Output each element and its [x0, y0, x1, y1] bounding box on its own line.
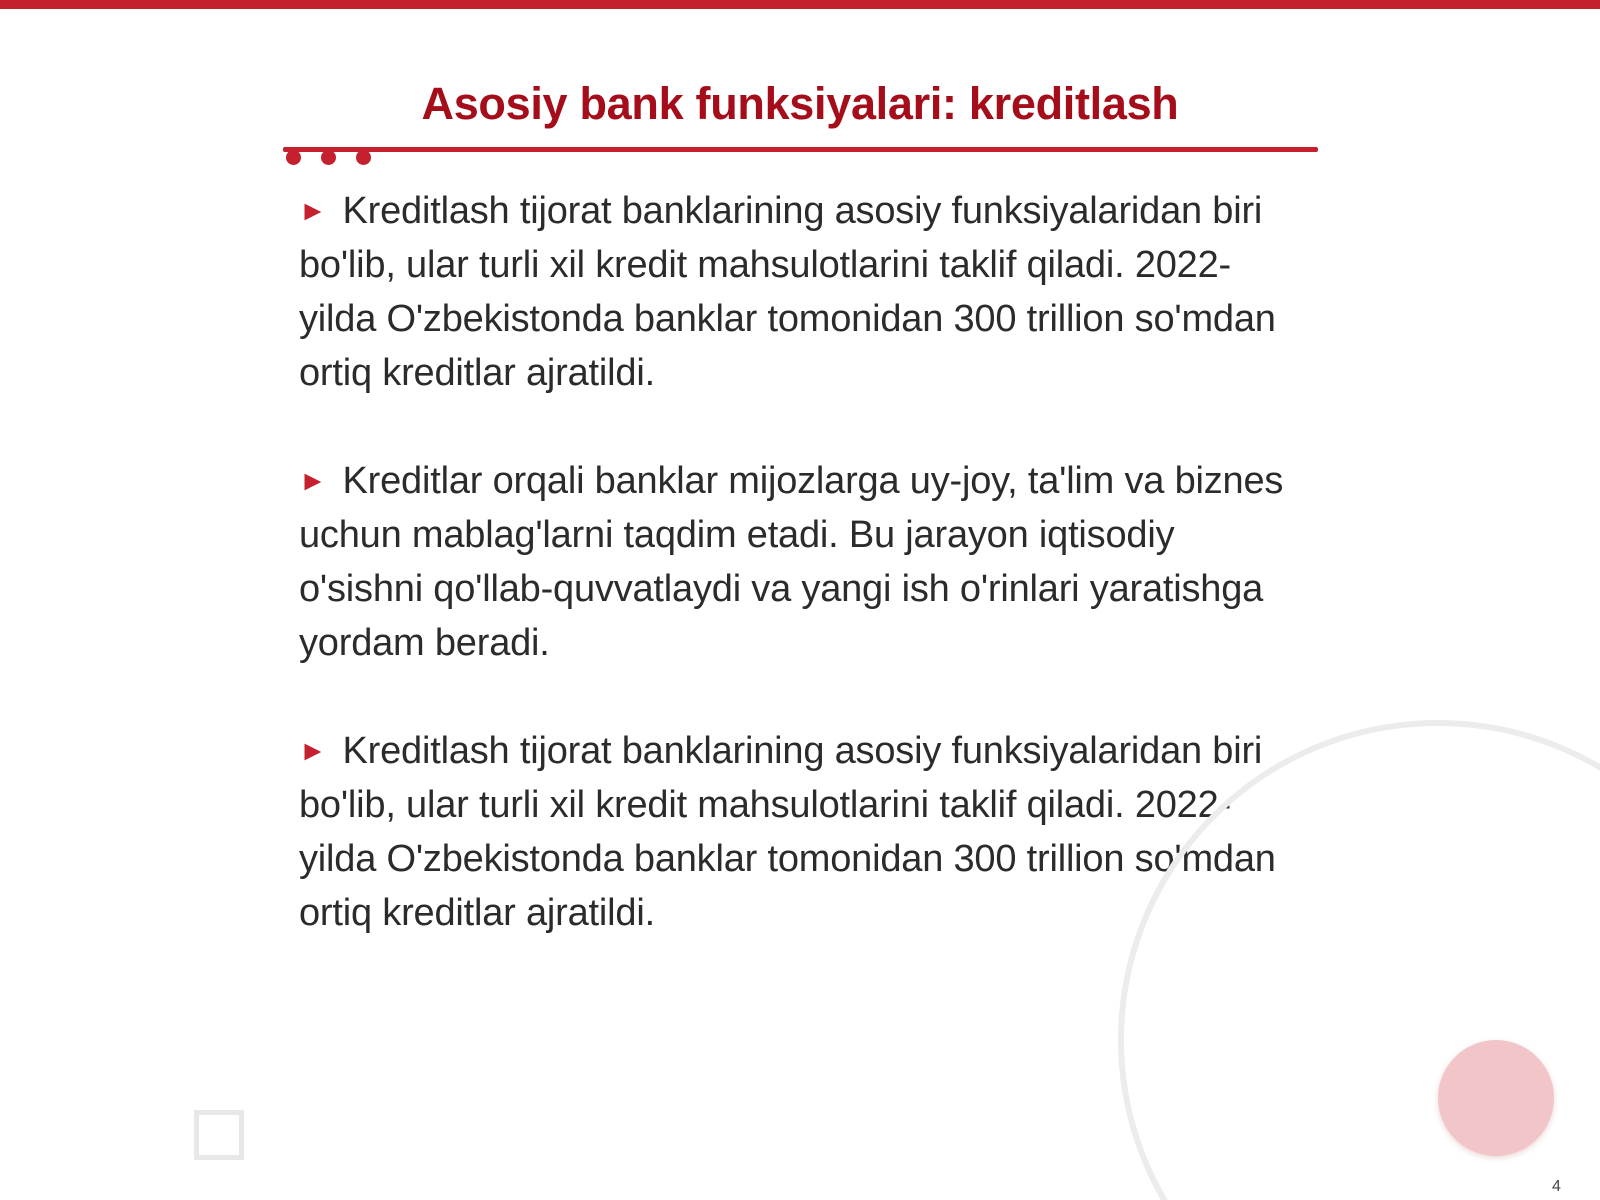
title-underline: [283, 147, 1318, 152]
decorative-dot: [356, 150, 371, 165]
decorative-square: [194, 1110, 244, 1160]
bullet-item: [299, 454, 1299, 670]
triangle-bullet-icon: ►: [299, 735, 327, 766]
bullet-text: Kreditlash tijorat banklarining asosiy funksiyalaridan biri bo'lib, ular turli xil kredit mahsulotlarini taklif qiladi. 2022-yilda O'zbekistonda banklar tomonidan 300 trillion so'mdan ortiq kreditlar ajratildi.: [299, 730, 1276, 934]
triangle-bullet-icon: ►: [299, 195, 327, 226]
page-number: 4: [1552, 1178, 1561, 1195]
bullet-text: Kreditlash tijorat banklarining asosiy funksiyalaridan biri bo'lib, ular turli xil kredit mahsulotlarini taklif qiladi. 2022-yilda O'zbekistonda banklar tomonidan 300 trillion so'mdan ortiq kreditlar ajratildi.: [299, 190, 1276, 394]
bullet-list: [299, 184, 1299, 994]
slide-title: Asosiy bank funksiyalari: kreditlash: [421, 78, 1179, 129]
bullet-text: Kreditlar orqali banklar mijozlarga uy-joy, ta'lim va biznes uchun mablag'larni taqdim etadi. Bu jarayon iqtisodiy o'sishni qo'llab-quvvatlaydi va yangi ish o'rinlari yaratishga yordam beradi.: [299, 460, 1284, 664]
top-accent-bar: [0, 0, 1600, 9]
decorative-dot: [321, 150, 336, 165]
decorative-pink-circle: [1438, 1040, 1554, 1156]
bullet-item: [299, 184, 1299, 400]
triangle-bullet-icon: ►: [299, 465, 327, 496]
decorative-dot: [286, 150, 301, 165]
